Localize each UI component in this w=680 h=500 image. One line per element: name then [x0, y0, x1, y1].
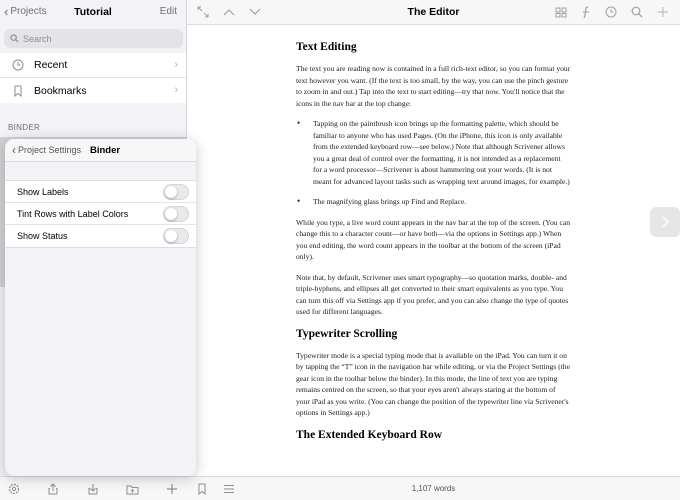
word-count: 1,107 words — [411, 484, 456, 493]
heading-text-editing: Text Editing — [296, 41, 357, 53]
grid-icon[interactable] — [553, 4, 569, 20]
document-text[interactable] — [296, 40, 571, 451]
add-icon[interactable] — [655, 4, 671, 20]
tint-rows-toggle[interactable] — [163, 206, 189, 222]
sidebar-toolbar — [0, 476, 187, 500]
show-status-row — [5, 225, 196, 247]
search-icon[interactable] — [629, 4, 645, 20]
paragraph: Typewriter mode is a special typing mode that is available on the iPad. You can turn it on by tapping the “T” icon in the navigation bar while editing, or via the Project Settings (the gear icon in the toolbar below the binder). In this mode, the line of text you are typing remains centred on the screen, so that your eyes aren't always staring at the bottom of your iPad as you write. (You can change the position of the typewriter line via Scrivener's options in Settings app.) — [296, 350, 570, 417]
clock-icon[interactable] — [603, 4, 619, 20]
sidebar-item-recent[interactable] — [0, 53, 186, 78]
paragraph: While you type, a live word count appears in the nav bar at the top of the screen. (You can change this to a character count—or have both—via the options in Settings app.) When you end editing, the word count appears in the toolbar at the bottom of the screen (iPad only). — [296, 217, 570, 261]
new-folder-icon[interactable] — [124, 481, 140, 497]
search-input[interactable] — [4, 29, 183, 48]
editor-nav-bar — [187, 0, 680, 25]
heading-typewriter-scrolling: Typewriter Scrolling — [296, 327, 398, 340]
tint-rows-row — [5, 203, 196, 225]
sidebar-item-label: Bookmarks — [34, 84, 87, 97]
sidebar-item-label: Recent — [34, 59, 68, 71]
popover-title: Binder — [90, 145, 121, 156]
chevron-right-icon: › — [174, 59, 178, 71]
show-labels-toggle[interactable] — [163, 184, 189, 200]
show-labels-row — [5, 181, 196, 203]
toggle-knob — [165, 230, 177, 242]
editor-title: The Editor — [407, 6, 460, 18]
sidebar-nav-bar — [0, 0, 186, 27]
sidebar-item-bookmarks[interactable] — [0, 78, 186, 103]
search-icon — [10, 34, 19, 43]
toggle-knob — [165, 208, 177, 220]
clock-icon — [12, 59, 24, 71]
chevron-left-icon: ‹ — [4, 3, 9, 19]
chevron-right-icon: › — [174, 84, 178, 96]
show-status-toggle[interactable] — [163, 228, 189, 244]
next-document-button[interactable] — [650, 207, 680, 237]
paragraph: Note that, by default, Scrivener uses smart typography—so quotation marks, double- and triple-hyphens, and ellipses all get converted to their smart equivalents as you type. You can turn this off via Settings app if you prefer, and you can also change the type of quotes used for different languages. — [296, 272, 569, 316]
add-icon[interactable] — [164, 481, 180, 497]
editor-toolbar — [187, 476, 680, 500]
chevron-left-icon: ‹ — [12, 142, 16, 157]
list-item: • The magnifying glass brings up Find and Replace. — [313, 196, 571, 208]
popover-nav-bar — [5, 139, 196, 162]
projects-back-label: Projects — [10, 6, 47, 17]
project-settings-back-label: Project Settings — [18, 145, 82, 155]
setting-label: Show Labels — [17, 186, 69, 197]
sidebar-title: Tutorial — [74, 6, 112, 18]
editor-pane — [187, 0, 680, 500]
share-icon[interactable] — [45, 481, 61, 497]
inspector-icon[interactable] — [578, 4, 594, 20]
chevron-right-icon — [661, 216, 669, 228]
list-item: • Tapping on the paintbrush icon brings up the formatting palette, which should be familiar to anyone who has used Pages. (On the iPhone, this icon is only available from the extended keyboard row—see below.) Note that although Scrivener allows you a great deal of control over the formatting, it is not intended as a replacement for a word processor—Scrivener is about hammering out your words. (It is not meant for advanced layout tasks such as wrapping text around images, for example.) — [313, 118, 571, 187]
setting-label: Tint Rows with Label Colors — [17, 208, 129, 219]
search-placeholder: Search — [23, 33, 52, 44]
project-settings-back-button[interactable] — [12, 142, 82, 157]
import-icon[interactable] — [85, 481, 101, 497]
toggle-knob — [165, 186, 177, 198]
paragraph: The text you are reading now is contained in a full rich-text editor, so you can format your text however you want. (If the text is too small, by the way, you can use the pinch gesture to zoom in and out.) Tap into the text to start editing—try that now. You'll notice that the icons in the nav bar at the top change: — [296, 64, 571, 108]
popover-settings-list — [5, 180, 196, 248]
sidebar-list — [0, 53, 186, 103]
binder-section-header: BINDER — [8, 123, 41, 132]
heading-extended-keyboard-row: The Extended Keyboard Row — [296, 428, 442, 441]
setting-label: Show Status — [17, 231, 68, 241]
edit-button[interactable]: Edit — [159, 6, 177, 17]
bullet-list — [313, 118, 571, 208]
bookmark-icon — [12, 85, 24, 97]
gear-icon[interactable] — [6, 481, 22, 497]
binder-settings-popover — [5, 139, 196, 476]
